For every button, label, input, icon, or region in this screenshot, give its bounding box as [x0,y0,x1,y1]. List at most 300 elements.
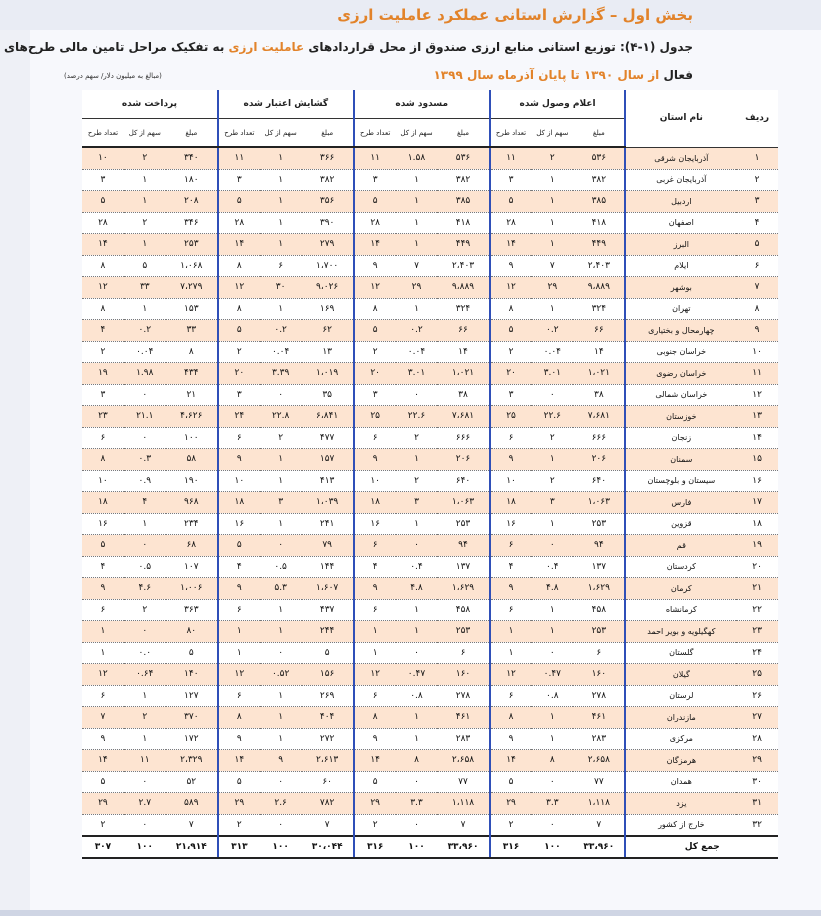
cell-lc-count: ۱۲ [218,277,260,299]
cell-blocked-amount: ۱،۰۲۱ [437,363,489,385]
cell-row-number: ۲۲ [736,599,778,621]
cell-lc-amount: ۴۷۷ [302,427,354,449]
cell-blocked-count: ۹ [354,449,396,471]
cell-announced-amount: ۱،۶۲۹ [573,578,625,600]
table-row [82,513,778,535]
cell-paid-amount: ۱۰۷ [166,556,218,578]
cell-lc-count: ۲۹ [218,793,260,815]
cell-announced-share: ۳.۳ [531,793,573,815]
cell-blocked-share: ۱ [396,298,438,320]
cell-announced-amount: ۴۱۸ [573,212,625,234]
cell-blocked-share: ۰ [396,642,438,664]
table-row [82,406,778,428]
cell-announced-amount: ۳۸ [573,384,625,406]
cell-blocked-share: ۱ [396,191,438,213]
cell-row-number: ۱۳ [736,406,778,428]
cell-paid-count: ۵ [82,535,124,557]
table-row [82,728,778,750]
cell-announced-count: ۶ [490,427,532,449]
cell-blocked-share: ۰ [396,384,438,406]
table-row [82,814,778,836]
cell-blocked-share: ۱ [396,513,438,535]
total-row [82,836,778,858]
cell-announced-share: ۰ [531,642,573,664]
cell-blocked-count: ۱۴ [354,234,396,256]
cell-lc-share: ۱ [260,621,302,643]
cell-announced-share: ۲ [531,470,573,492]
cell-announced-count: ۲۸ [490,212,532,234]
cell-paid-amount: ۳۶۳ [166,599,218,621]
cell-paid-amount: ۹۶۸ [166,492,218,514]
cell-blocked-count: ۹ [354,578,396,600]
cell-province-name: قزوین [625,513,736,535]
cell-paid-count: ۱۰ [82,147,124,169]
cell-blocked-share: ۲ [396,470,438,492]
cell-row-number: ۱۵ [736,449,778,471]
cell-lc-amount: ۳۶۶ [302,147,354,169]
cell-announced-share: ۳.۰۱ [531,363,573,385]
cell-blocked-count: ۹ [354,255,396,277]
cell-announced-amount: ۶۴۰ [573,470,625,492]
cell-lc-count: ۹ [218,578,260,600]
cell-paid-share: ۰.۲ [124,320,166,342]
province-table [82,90,778,859]
cell-announced-amount: ۲۸۳ [573,728,625,750]
header-group-paid: پرداخت شده [82,90,218,119]
cell-paid-share: ۰ [124,814,166,836]
cell-lc-share: ۳.۳۹ [260,363,302,385]
cell-lc-share: ۰ [260,814,302,836]
cell-blocked-count: ۳ [354,169,396,191]
cell-announced-amount: ۳۸۲ [573,169,625,191]
cell-lc-share: ۱ [260,147,302,169]
cell-lc-share: ۲۲.۸ [260,406,302,428]
cell-paid-count: ۵ [82,771,124,793]
cell-row-number: ۳۲ [736,814,778,836]
cell-announced-amount: ۲۷۸ [573,685,625,707]
cell-announced-share: ۱ [531,707,573,729]
cell-paid-count: ۴ [82,556,124,578]
cell-lc-share: ۱ [260,685,302,707]
cell-blocked-amount: ۴۴۹ [437,234,489,256]
cell-blocked-share: ۱ [396,212,438,234]
cell-announced-share: ۰.۸ [531,685,573,707]
cell-province-name: کرمانشاه [625,599,736,621]
cell-announced-amount: ۴۵۸ [573,599,625,621]
cell-lc-amount: ۳۸۲ [302,169,354,191]
cell-paid-share: ۲ [124,212,166,234]
total-paid-share: ۱۰۰ [124,836,166,858]
cell-lc-amount: ۷ [302,814,354,836]
cell-lc-amount: ۲۶۹ [302,685,354,707]
cell-lc-share: ۰ [260,642,302,664]
cell-announced-share: ۱ [531,728,573,750]
cell-province-name: خراسان رضوی [625,363,736,385]
cell-announced-count: ۱۲ [490,664,532,686]
cell-paid-share: ۴ [124,492,166,514]
cell-paid-amount: ۲۰۸ [166,191,218,213]
cell-lc-amount: ۱۵۶ [302,664,354,686]
total-announced-share: ۱۰۰ [531,836,573,858]
cell-announced-amount: ۲،۴۰۳ [573,255,625,277]
table-subtitle-part1: فعال [659,68,693,82]
cell-announced-share: ۱ [531,621,573,643]
cell-blocked-count: ۴ [354,556,396,578]
cell-province-name: خراسان شمالی [625,384,736,406]
cell-paid-amount: ۱۵۳ [166,298,218,320]
table-title-highlight: عاملیت ارزی [228,40,305,54]
total-label: جمع کل [625,836,778,858]
cell-paid-count: ۱۰ [82,470,124,492]
cell-paid-amount: ۴،۶۲۶ [166,406,218,428]
cell-announced-amount: ۱۳۷ [573,556,625,578]
cell-row-number: ۲۸ [736,728,778,750]
cell-province-name: خوزستان [625,406,736,428]
cell-lc-amount: ۹،۰۲۶ [302,277,354,299]
cell-row-number: ۱۰ [736,341,778,363]
cell-blocked-share: ۲ [396,427,438,449]
cell-paid-count: ۱۸ [82,492,124,514]
cell-announced-share: ۱ [531,234,573,256]
cell-paid-count: ۱۴ [82,750,124,772]
cell-lc-amount: ۳۵ [302,384,354,406]
cell-province-name: گیلان [625,664,736,686]
cell-province-name: چهارمحال و بختیاری [625,320,736,342]
cell-paid-share: ۰ [124,427,166,449]
cell-blocked-amount: ۹۴ [437,535,489,557]
cell-announced-amount: ۲۵۳ [573,621,625,643]
header-sub-count: تعداد طرح [218,119,260,148]
cell-lc-amount: ۱،۶۰۷ [302,578,354,600]
table-body [82,147,778,858]
cell-province-name: البرز [625,234,736,256]
cell-paid-count: ۴ [82,320,124,342]
cell-paid-amount: ۸۰ [166,621,218,643]
cell-lc-amount: ۷۹ [302,535,354,557]
table-row [82,277,778,299]
cell-lc-count: ۲ [218,814,260,836]
cell-announced-share: ۱ [531,449,573,471]
cell-blocked-amount: ۹،۸۸۹ [437,277,489,299]
table-row [82,492,778,514]
cell-paid-share: ۰.۰۴ [124,341,166,363]
cell-announced-count: ۸ [490,298,532,320]
cell-lc-amount: ۱۶۹ [302,298,354,320]
cell-paid-count: ۸ [82,255,124,277]
cell-paid-count: ۱۹ [82,363,124,385]
cell-paid-share: ۲ [124,599,166,621]
cell-row-number: ۹ [736,320,778,342]
cell-lc-share: ۰.۲ [260,320,302,342]
cell-blocked-amount: ۷،۶۸۱ [437,406,489,428]
table-row [82,363,778,385]
cell-lc-amount: ۱۵۷ [302,449,354,471]
cell-paid-count: ۲۳ [82,406,124,428]
cell-province-name: کردستان [625,556,736,578]
cell-row-number: ۲۴ [736,642,778,664]
cell-announced-amount: ۱،۰۲۱ [573,363,625,385]
cell-lc-count: ۴ [218,556,260,578]
cell-paid-count: ۱ [82,642,124,664]
cell-blocked-count: ۲۸ [354,212,396,234]
cell-announced-count: ۲ [490,341,532,363]
cell-province-name: مازندران [625,707,736,729]
cell-announced-amount: ۲،۶۵۸ [573,750,625,772]
cell-paid-count: ۳ [82,384,124,406]
cell-announced-count: ۴ [490,556,532,578]
cell-blocked-count: ۱ [354,642,396,664]
cell-paid-share: ۴.۶ [124,578,166,600]
cell-blocked-amount: ۴۵۸ [437,599,489,621]
cell-paid-share: ۰ [124,771,166,793]
cell-lc-amount: ۱،۰۳۹ [302,492,354,514]
cell-announced-share: ۰ [531,384,573,406]
cell-lc-amount: ۳۵۶ [302,191,354,213]
cell-lc-share: ۹ [260,750,302,772]
cell-province-name: کهگیلویه و بویر احمد [625,621,736,643]
header-group-announced: اعلام وصول شده [490,90,626,119]
cell-lc-count: ۶ [218,427,260,449]
cell-blocked-share: ۱ [396,728,438,750]
cell-paid-amount: ۳۳ [166,320,218,342]
cell-paid-share: ۰ [124,621,166,643]
cell-paid-amount: ۱۷۲ [166,728,218,750]
header-sub-amount: مبلغ [573,119,625,148]
cell-lc-share: ۱ [260,728,302,750]
cell-paid-amount: ۱۴۰ [166,664,218,686]
cell-blocked-amount: ۱،۰۶۳ [437,492,489,514]
cell-announced-share: ۷ [531,255,573,277]
cell-announced-count: ۱۸ [490,492,532,514]
cell-blocked-count: ۳ [354,384,396,406]
cell-lc-amount: ۳۹۰ [302,212,354,234]
cell-blocked-amount: ۱۴ [437,341,489,363]
cell-announced-count: ۹ [490,449,532,471]
cell-announced-share: ۱ [531,191,573,213]
table-row [82,169,778,191]
table-row [82,449,778,471]
cell-lc-count: ۲۰ [218,363,260,385]
table-row [82,427,778,449]
cell-province-name: خارج از کشور [625,814,736,836]
cell-announced-count: ۲۵ [490,406,532,428]
cell-paid-amount: ۳۴۰ [166,147,218,169]
cell-paid-share: ۱ [124,298,166,320]
cell-lc-share: ۱ [260,449,302,471]
cell-announced-share: ۲۲.۶ [531,406,573,428]
cell-paid-share: ۱ [124,234,166,256]
cell-lc-share: ۳ [260,492,302,514]
cell-announced-count: ۵ [490,320,532,342]
cell-blocked-amount: ۲،۴۰۳ [437,255,489,277]
cell-announced-count: ۹ [490,255,532,277]
cell-blocked-count: ۲۹ [354,793,396,815]
cell-paid-share: ۱ [124,513,166,535]
cell-announced-share: ۰ [531,535,573,557]
cell-blocked-share: ۰.۲ [396,320,438,342]
cell-paid-amount: ۱۸۰ [166,169,218,191]
cell-paid-share: ۱ [124,685,166,707]
cell-lc-share: ۳۰ [260,277,302,299]
cell-announced-count: ۳ [490,169,532,191]
header-sub-count: تعداد طرح [490,119,532,148]
cell-lc-amount: ۲۴۴ [302,621,354,643]
cell-lc-share: ۱ [260,191,302,213]
cell-announced-amount: ۱۶۰ [573,664,625,686]
cell-lc-share: ۱ [260,470,302,492]
cell-lc-amount: ۱۴۴ [302,556,354,578]
cell-blocked-amount: ۷ [437,814,489,836]
cell-paid-count: ۲۸ [82,212,124,234]
cell-blocked-count: ۲۰ [354,363,396,385]
cell-province-name: زنجان [625,427,736,449]
cell-province-name: هرمزگان [625,750,736,772]
cell-lc-share: ۱ [260,234,302,256]
cell-blocked-share: ۱.۵۸ [396,147,438,169]
cell-blocked-share: ۰.۸ [396,685,438,707]
cell-paid-count: ۶ [82,599,124,621]
cell-lc-count: ۱۲ [218,664,260,686]
cell-blocked-count: ۱۴ [354,750,396,772]
total-blocked-share: ۱۰۰ [396,836,438,858]
cell-announced-share: ۲ [531,147,573,169]
table-row [82,320,778,342]
total-blocked-amount: ۳۳،۹۶۰ [437,836,489,858]
bottom-bar [0,910,821,916]
cell-paid-count: ۶ [82,427,124,449]
cell-paid-amount: ۷ [166,814,218,836]
cell-paid-amount: ۶۸ [166,535,218,557]
cell-province-name: مرکزی [625,728,736,750]
cell-announced-share: ۴.۸ [531,578,573,600]
cell-blocked-amount: ۶۶۶ [437,427,489,449]
cell-blocked-count: ۵ [354,320,396,342]
table-row [82,685,778,707]
cell-announced-count: ۱۴ [490,750,532,772]
cell-blocked-count: ۵ [354,771,396,793]
cell-lc-count: ۱۴ [218,234,260,256]
cell-lc-amount: ۴۰۴ [302,707,354,729]
cell-blocked-amount: ۲،۶۵۸ [437,750,489,772]
cell-lc-share: ۱ [260,707,302,729]
cell-row-number: ۴ [736,212,778,234]
cell-announced-share: ۲۹ [531,277,573,299]
cell-paid-share: ۲۱.۱ [124,406,166,428]
cell-paid-amount: ۲،۳۲۹ [166,750,218,772]
total-announced-amount: ۳۳،۹۶۰ [573,836,625,858]
cell-blocked-share: ۰.۴۷ [396,664,438,686]
table-row [82,578,778,600]
cell-lc-count: ۱۶ [218,513,260,535]
cell-province-name: یزد [625,793,736,815]
cell-paid-share: ۰.۹ [124,470,166,492]
cell-paid-amount: ۱۹۰ [166,470,218,492]
cell-lc-amount: ۱۳ [302,341,354,363]
table-row [82,298,778,320]
cell-row-number: ۵ [736,234,778,256]
cell-blocked-count: ۵ [354,191,396,213]
header-sub-amount: مبلغ [166,119,218,148]
cell-paid-count: ۱۴ [82,234,124,256]
cell-paid-amount: ۵ [166,642,218,664]
cell-announced-count: ۱۴ [490,234,532,256]
cell-paid-count: ۲ [82,814,124,836]
table-title [4,40,693,54]
cell-blocked-count: ۱۱ [354,147,396,169]
cell-row-number: ۱ [736,147,778,169]
cell-lc-amount: ۱،۷۰۰ [302,255,354,277]
cell-announced-amount: ۲۵۳ [573,513,625,535]
cell-blocked-share: ۸ [396,750,438,772]
cell-row-number: ۲۹ [736,750,778,772]
cell-announced-share: ۰.۰۴ [531,341,573,363]
cell-lc-count: ۵ [218,535,260,557]
total-lc-amount: ۳۰،۰۴۴ [302,836,354,858]
cell-lc-count: ۸ [218,298,260,320]
cell-announced-amount: ۵۳۶ [573,147,625,169]
header-province: نام استان [625,90,736,147]
cell-announced-share: ۰.۲ [531,320,573,342]
cell-paid-amount: ۱۰۰ [166,427,218,449]
header-sub-share: سهم از کل [124,119,166,148]
cell-announced-amount: ۱،۱۱۸ [573,793,625,815]
cell-lc-count: ۳ [218,169,260,191]
cell-paid-count: ۸ [82,449,124,471]
cell-paid-amount: ۱،۰۶۸ [166,255,218,277]
cell-lc-amount: ۶۲ [302,320,354,342]
cell-province-name: بوشهر [625,277,736,299]
cell-province-name: ایلام [625,255,736,277]
table-row [82,556,778,578]
table-row [82,384,778,406]
cell-province-name: قم [625,535,736,557]
header-sub-amount: مبلغ [437,119,489,148]
cell-blocked-count: ۹ [354,728,396,750]
cell-row-number: ۲۶ [736,685,778,707]
cell-row-number: ۱۲ [736,384,778,406]
cell-announced-share: ۱ [531,298,573,320]
left-margin [0,30,30,910]
cell-lc-count: ۲ [218,341,260,363]
cell-paid-count: ۲۹ [82,793,124,815]
cell-lc-count: ۱۱ [218,147,260,169]
cell-announced-count: ۱ [490,621,532,643]
table-title-part1: جدول (۱-۴): توزیع استانی منابع ارزی صندوق از محل قراردادهای [304,40,693,54]
cell-paid-share: ۵ [124,255,166,277]
cell-lc-count: ۱۴ [218,750,260,772]
table-row [82,255,778,277]
cell-lc-count: ۵ [218,191,260,213]
cell-lc-amount: ۷۸۲ [302,793,354,815]
cell-announced-amount: ۴۴۹ [573,234,625,256]
cell-announced-count: ۶ [490,535,532,557]
cell-paid-amount: ۲۵۳ [166,234,218,256]
header-sub-count: تعداد طرح [82,119,124,148]
total-lc-share: ۱۰۰ [260,836,302,858]
cell-blocked-count: ۱۲ [354,664,396,686]
cell-lc-share: ۰ [260,771,302,793]
cell-blocked-amount: ۲۷۸ [437,685,489,707]
cell-announced-share: ۲ [531,427,573,449]
cell-paid-share: ۰ [124,535,166,557]
cell-lc-amount: ۱،۰۱۹ [302,363,354,385]
table-row [82,642,778,664]
total-paid-amount: ۲۱،۹۱۴ [166,836,218,858]
cell-announced-amount: ۹۴ [573,535,625,557]
cell-row-number: ۱۸ [736,513,778,535]
cell-paid-amount: ۵۲ [166,771,218,793]
cell-lc-share: ۰ [260,384,302,406]
